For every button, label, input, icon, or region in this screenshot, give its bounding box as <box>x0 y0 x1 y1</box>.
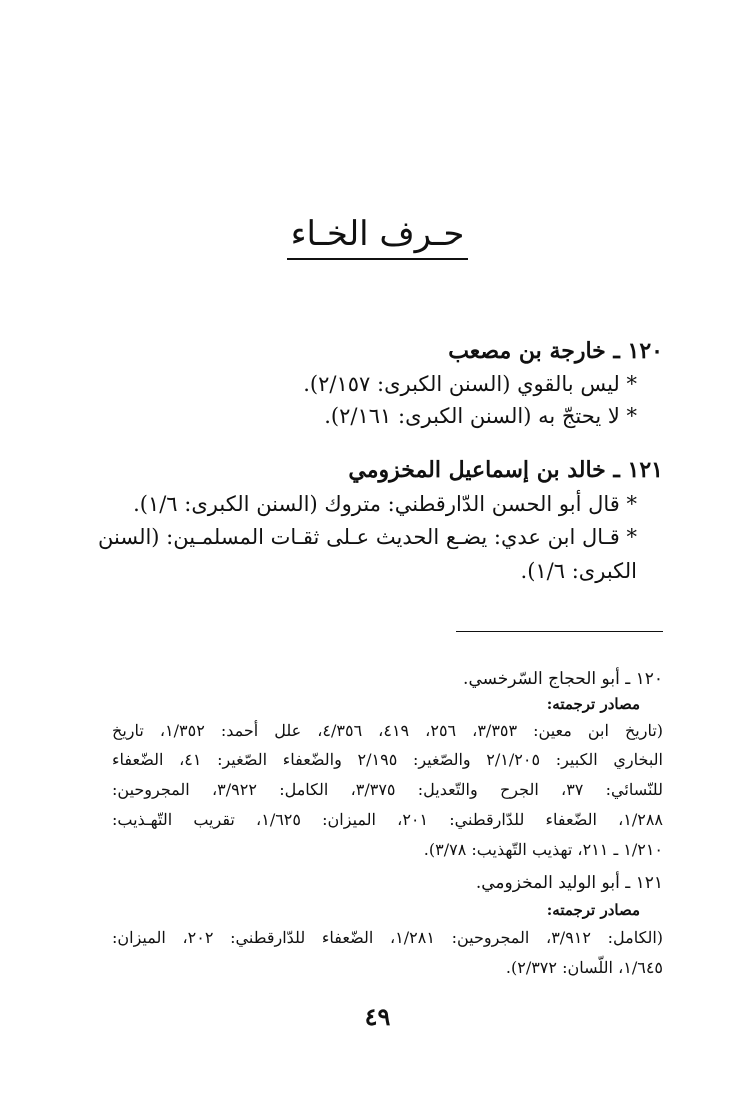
footnote-line: البخاري الكبير: ٢/١/٢٠٥ والصّغير: ٢/١٩٥ والضّعفاء الصّغير: ٤١، الضّعفاء <box>112 750 664 769</box>
footnote-line: (الكامل: ٣/٩١٢، المجروحين: ١/٢٨١، الضّعفاء للدّارقطني: ٢٠٢، الميزان: <box>112 928 664 947</box>
entry-line: * ليس بالقوي (السنن الكبرى: ٢/١٥٧). <box>303 372 637 396</box>
footnote-sources-label: مصادر ترجمته: <box>546 695 640 713</box>
footnote-heading: ١٢٠ ـ أبو الحجاج السّرخسي. <box>463 669 663 689</box>
page-number: ٤٩ <box>364 1002 391 1031</box>
footnote-line: ١/٢٨٨، الضّعفاء للدّارقطني: ٢٠١، الميزان: ١/٦٢٥، تقريب التّهـذيب: <box>112 810 664 829</box>
entry-heading: ١٢١ ـ خالد بن إسماعيل المخزومي <box>348 457 663 483</box>
entry-line: الكبرى: ١/٦). <box>520 559 637 583</box>
footnote-line: ١/٢١٠ ـ ٢١١، تهذيب التّهذيب: ٣/٧٨). <box>423 840 663 859</box>
footnote-heading: ١٢١ ـ أبو الوليد المخزومي. <box>475 873 663 893</box>
footnote-divider <box>456 631 663 632</box>
footnote-sources-label: مصادر ترجمته: <box>546 901 640 919</box>
footnote-line: (تاريخ ابن معين: ٣/٣٥٣، ٢٥٦، ٤١٩، ٤/٣٥٦، علل أحمد: ١/٣٥٢، تاريخ <box>112 721 664 740</box>
chapter-title <box>0 212 755 260</box>
footnote-line: ١/٦٤٥، اللّسان: ٢/٣٧٢). <box>505 958 663 977</box>
entry-line: * لا يحتجّ به (السنن الكبرى: ٢/١٦١). <box>324 404 637 428</box>
entry-line: * قال أبو الحسن الدّارقطني: متروك (السنن الكبرى: ١/٦). <box>133 492 637 516</box>
entry-line: * قـال ابن عدي: يضـع الحديث عـلى ثقـات المسلمـين: (السنن <box>98 525 637 549</box>
chapter-title-text: حـرف الخـاء <box>287 212 469 260</box>
entry-heading: ١٢٠ ـ خارجة بن مصعب <box>448 338 663 364</box>
footnote-line: للنّسائي: ٣٧، الجرح والتّعديل: ٣/٣٧٥، الكامل: ٣/٩٢٢، المجروحين: <box>112 780 663 799</box>
